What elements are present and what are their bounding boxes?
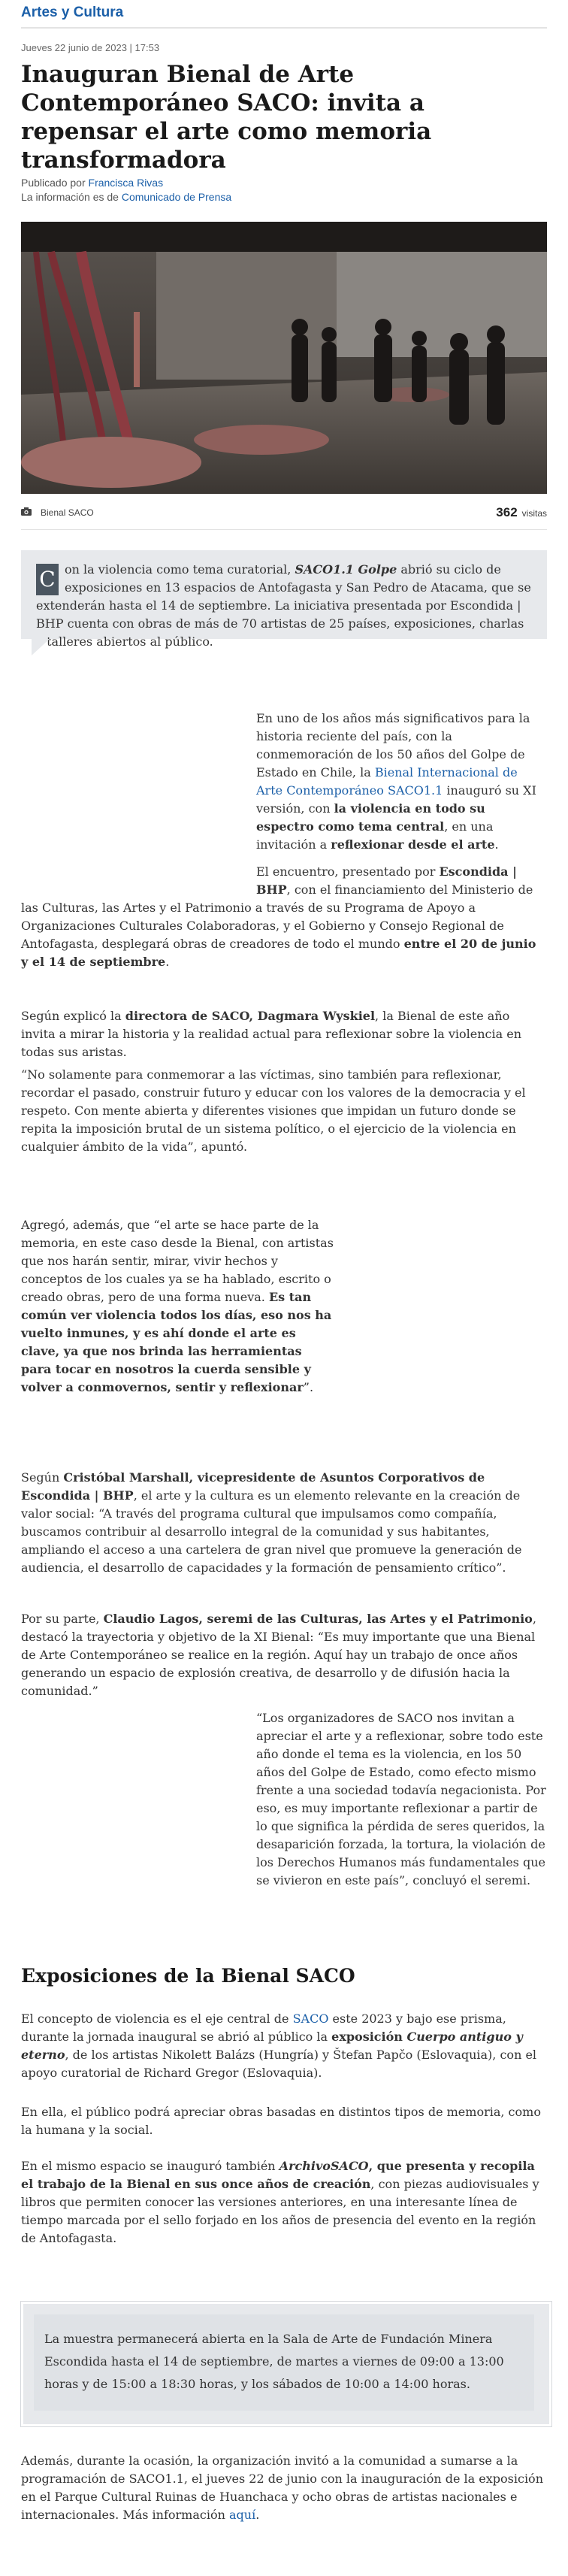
paragraph-block (21, 1709, 547, 1927)
ad-space (21, 710, 256, 882)
divider (21, 529, 547, 530)
section-heading: Exposiciones de la Bienal SACO (21, 1965, 355, 1987)
ad-space (21, 1709, 256, 1927)
paragraph: Además, durante la ocasión, la organización invitó a la comunidad a sumarse a la programación de SACO1.1, el jueves 22 de junio con la inauguración de la exposición en el Parque Cultural Ruinas de Huanchaca y ocho obras de artistas nacionales e internacionales. Más información aquí. (21, 2453, 543, 2522)
paragraph: “No solamente para conmemorar a las víctimas, sino también para reflexionar, recordar el pasado, construir futuro y educar con los valores de la democracia y el respeto. Con mente abierta y diferentes visiones que impidan un futuro donde se repita la imposición brutal de un sistema político, o el ejercicio de la violencia en cualquier ámbito de la vida”, apuntó. (21, 1067, 526, 1154)
visit-counter (496, 505, 547, 520)
source-link[interactable]: Comunicado de Prensa (121, 191, 232, 203)
lead-box (21, 550, 547, 649)
paragraph: En el mismo espacio se inauguró también ArchivoSACO, que presenta y recopila el trabajo de la Bienal en sus once años de creación, con piezas audiovisuales y libros que permiten conocer las versiones anteriores, en una interesante línea de tiempo marcada por el sello forjado en los años de presencia del evento en la región de Antofagasta. (21, 2159, 539, 2245)
lead-emphasis: SACO1.1 Golpe (295, 562, 397, 577)
photo-caption-bar (21, 505, 547, 523)
category-link[interactable]: Artes y Cultura (21, 5, 124, 20)
paragraph: Según explicó la directora de SACO, Dagmara Wyskiel, la Bienal de este año invita a mirar la historia y la realidad actual para reflexionar sobre la violencia en todas sus aristas. (21, 1009, 521, 1059)
more-info-link[interactable]: aquí (229, 2508, 256, 2522)
visit-count: 362 (496, 505, 518, 519)
gallery-photo (21, 222, 547, 494)
article-title: Inauguran Bienal de Arte Contemporáneo SACO: invita a repensar el arte como memoria transformadora (21, 61, 432, 174)
camera-icon (21, 507, 32, 516)
info-box (21, 2302, 551, 2426)
paragraph: El encuentro, presentado por Escondida | BHP, con el financiamiento del Ministerio de las Culturas, las Artes y el Patrimonio a través de su Programa de Apoyo a Organizaciones Culturales Colaboradoras, y el Gobierno y Consejo Regional de Antofagasta, desplegará obras de creadores de todo el mundo entre el 20 de junio y el 14 de septiembre. (21, 864, 536, 969)
paragraph: En ella, el público podrá apreciar obras basadas en distintos tipos de memoria, como la humana y la social. (21, 2105, 541, 2137)
visit-label: visitas (521, 508, 547, 519)
lead-text: on la violencia como tema curatorial, (65, 562, 295, 577)
paragraph: En uno de los años más significativos para la historia reciente del país, con la conmemoración de los 50 años del Golpe de Estado en Chile, la Bienal Internacional de Arte Contemporáneo SACO1.1 inauguró su XI versión, con la violencia en todo su espectro como tema central, en una invitación a reflexionar desde el arte. (256, 711, 536, 852)
info-prefix: La información es de (21, 191, 122, 203)
paragraph: Agregó, además, que “el arte se hace parte de la memoria, en este caso desde la Bienal, con artistas que nos harán sentir, mirar, vivir hechos y conceptos de los cuales ya se ha hablado, escrito o creado obras, pero de una forma nueva. Es tan común ver violencia todos los días, eso nos ha vuelto inmunes, y es ahí donde el arte es clave, ya que nos brinda las herramientas para tocar en nosotros la cuerda sensible y volver a conmovernos, sentir y reflexionar”. (21, 1218, 334, 1394)
ad-space (335, 1216, 547, 1472)
paragraph: Por su parte, Claudio Lagos, seremi de las Culturas, las Artes y el Patrimonio, destacó la trayectoria y objetivo de la XI Bienal: “Es muy importante que una Bienal de Arte Contemporáneo se realice en la región. Aquí hay un trabajo de once años generando un espacio de explosión creativa, de desarrollo y de difusión hacia la comunidad.” (21, 1612, 536, 1698)
paragraph-block (21, 1216, 547, 1472)
info-box-text: La muestra permanecerá abierta en la Sala de Arte de Fundación Minera Escondida hasta el 14 de septiembre, de martes a viernes de 09:00 a 13:00 horas y de 15:00 a 18:30 horas, y los sábados de 10:00 a 14:00 horas. (44, 2332, 504, 2391)
article-photo (21, 222, 547, 494)
saco-link[interactable]: SACO (292, 2011, 329, 2026)
paragraph-block (21, 710, 547, 971)
paragraph: El concepto de violencia es el eje central de SACO este 2023 y bajo ese prisma, durante la jornada inaugural se abrió al público la exposición Cuerpo antiguo y eterno, de los artistas Nikolett Balázs (Hungría) y Štefan Papčo (Eslovaquia), con el apoyo curatorial de Richard Gregor (Eslovaquia). (21, 2011, 537, 2080)
lead-text: abrió su ciclo de exposiciones en 13 espacios de Antofagasta y San Pedro de Atacama, que se extenderán hasta el 14 de septiembre. La iniciativa presentada por Escondida | BHP cuenta con obras de más de 70 artistas de 25 países, exposiciones, charlas y talleres abiertos al público. (36, 562, 531, 649)
byline (21, 176, 231, 204)
lead-box-tail (32, 639, 50, 655)
paragraph: Según Cristóbal Marshall, vicepresidente de Asuntos Corporativos de Escondida | BHP, el arte y la cultura es un elemento relevante en la creación de valor social: “A través del programa cultural que impulsamos como compañía, buscamos contribuir al desarrollo integral de la comunidad y sus habitantes, ampliando el acceso a una cartelera de gran nivel que promueve la generación de audiencia, el desarrollo de capacidades y la formación de pensamiento crítico”. (21, 1470, 522, 1575)
author-link[interactable]: Francisca Rivas (88, 177, 164, 189)
drop-cap: C (36, 564, 59, 595)
paragraph: “Los organizadores de SACO nos invitan a apreciar el arte y a reflexionar, sobre todo este año donde el tema es la violencia, en los 50 años del Golpe de Estado, como efecto mismo frente a una sociedad todavía negacionista. Por eso, es muy importante reflexionar a partir de lo que significa la pérdida de seres queridos, la desaparición forzada, la tortura, la violación de los Derechos Humanos más fundamentales que se vivieron en este país”, concluyó el seremi. (256, 1711, 546, 1887)
bienal-link[interactable]: Bienal Internacional de Arte Contemporáneo SACO1.1 (256, 765, 518, 798)
photo-credit: Bienal SACO (41, 507, 94, 518)
divider (21, 27, 547, 29)
publish-date: Jueves 22 junio de 2023 | 17:53 (21, 42, 160, 53)
published-prefix: Publicado por (21, 177, 89, 189)
